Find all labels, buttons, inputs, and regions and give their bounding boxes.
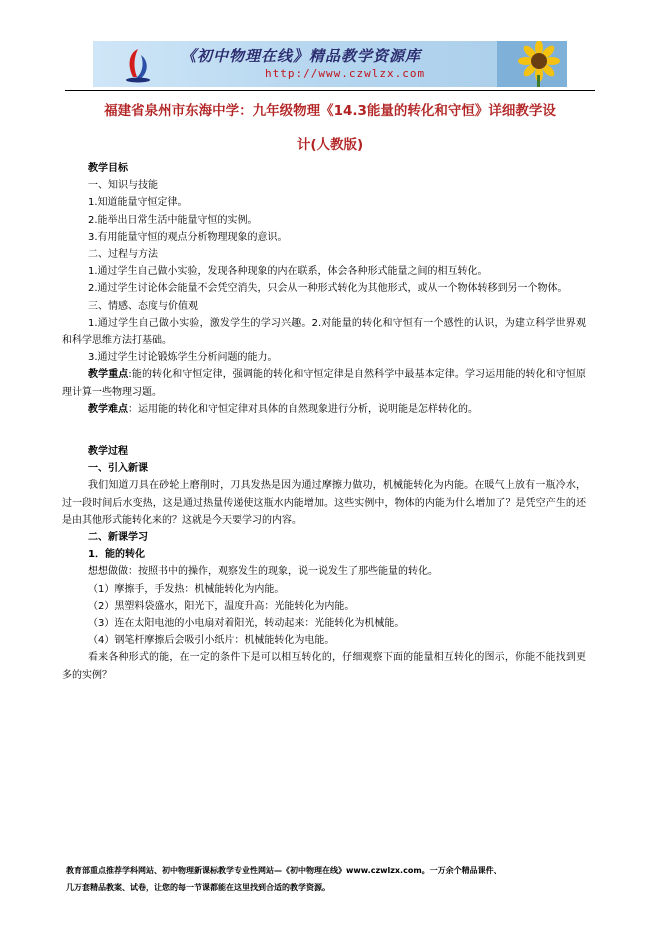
title-line: 计(人教版) [296, 137, 364, 153]
footer-line: 教育部重点推荐学科网站、初中物理新课标教学专业性网站—《初中物理在线》www.czwlzx.com。一万余个精品课件、 [66, 866, 502, 875]
header-banner [93, 41, 567, 87]
paragraph: 想想做做：按照书中的操作，观察发生的现象，说一说发生了那些能量的转化。 [88, 566, 438, 578]
section-heading-goals: 教学目标 [88, 163, 128, 174]
section-heading-process: 教学过程 [88, 446, 128, 458]
list-item: 2.通过学生讨论体会能量不会凭空消失，只会从一种形式转化为其他形式，或从一个物体转移到另一个物体。 [88, 283, 568, 295]
banner-url[interactable]: http://www.czwlzx.com [265, 67, 426, 80]
list-item: 3.通过学生讨论锻炼学生分析问题的能力。 [88, 352, 278, 364]
list-item: 3.有用能量守恒的观点分析物理现象的意识。 [88, 231, 288, 243]
subheading: 一、引入新课 [88, 463, 148, 475]
site-logo-icon [121, 47, 155, 83]
list-item: （4）钢笔杆摩擦后会吸引小纸片：机械能转化为电能。 [88, 635, 335, 647]
document-body [62, 160, 587, 684]
list-item: 2.能举出日常生活中能量守恒的实例。 [88, 214, 258, 226]
paragraph: 我们知道刀具在砂轮上磨削时，刀具发热是因为通过摩擦力做功，机械能转化为内能。在暖气上放有一瓶冷水，过一段时间后水变热，这是通过热量传递使这瓶水内能增加。这些实例中，物体的内能为什么增加了？是凭空产生的还是由其他形式能转化来的？这就是今天要学习的内容。 [62, 480, 586, 526]
list-item: 1.知道能量守恒定律。 [88, 197, 188, 209]
list-item: （1）摩擦手，手发热：机械能转化为内能。 [88, 583, 285, 595]
key-points: 教学重点:能的转化和守恒定律，强调能的转化和守恒定律是自然科学中最基本定律。学习运用能的转化和守恒原理计算一些物理习题。 [62, 369, 587, 398]
subheading: 二、过程与方法 [88, 249, 158, 261]
subheading: 三、情感、态度与价值观 [88, 300, 198, 312]
sunflower-icon [497, 41, 567, 87]
title-line: 福建省泉州市东海中学：九年级物理《14.3能量的转化和守恒》详细教学设 [104, 103, 556, 119]
document-title [60, 94, 600, 162]
list-item: 1.通过学生自己做小实验，发现各种现象的内在联系，体会各种形式能量之间的相互转化。 [88, 266, 488, 278]
list-item: （2）黑塑料袋盛水，阳光下，温度升高：光能转化为内能。 [88, 600, 355, 612]
subheading: 1．能的转化 [88, 549, 145, 561]
paragraph: 看来各种形式的能，在一定的条件下是可以相互转化的，仔细观察下面的能量相互转化的图示，你能不能找到更多的实例？ [62, 652, 586, 681]
subheading: 二、新课学习 [88, 532, 148, 544]
list-item: 1.通过学生自己做小实验，激发学生的学习兴趣。2.对能量的转化和守恒有一个感性的认识，为建立科学世界观和科学思维方法打基础。 [62, 317, 586, 347]
subheading: 一、知识与技能 [88, 180, 158, 192]
page-footer [66, 862, 606, 896]
header-divider [65, 90, 595, 91]
banner-title: 《初中物理在线》精品教学资源库 [181, 47, 422, 65]
list-item: （3）连在太阳电池的小电扇对着阳光，转动起来：光能转化为机械能。 [88, 618, 405, 630]
difficult-points: 教学难点：运用能的转化和守恒定律对具体的自然现象进行分析，说明能是怎样转化的。 [88, 403, 478, 415]
footer-line: 几万套精品教案、试卷，让您的每一节课都能在这里找到合适的教学资源。 [66, 883, 330, 892]
